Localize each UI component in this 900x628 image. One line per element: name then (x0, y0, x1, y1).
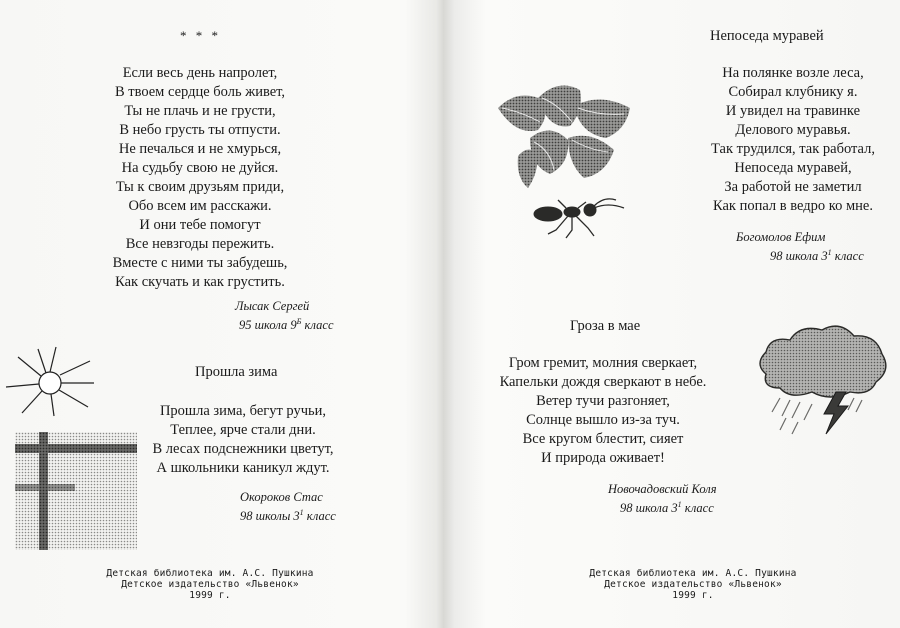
poem-line: Ты не плачь и не грусти, (124, 103, 276, 119)
poem-line: Ветер тучи разгоняет, (536, 393, 670, 409)
footer-line: Детская библиотека им. А.С. Пушкина (106, 568, 314, 579)
poem-line: В небо грусть ты отпусти. (119, 122, 281, 138)
poem1-author (235, 298, 334, 333)
author-school: 98 школа $3^1$ класс (620, 500, 714, 516)
author-name: Новочадовский Коля (608, 482, 717, 496)
poem-line: И они тебе помогут (139, 217, 261, 233)
poem-line: Непоседа муравей, (734, 160, 852, 176)
strawberry-leaves-icon (488, 78, 638, 196)
poem-line: За работой не заметил (724, 179, 862, 195)
poem2-author (240, 489, 336, 524)
author-name: Богомолов Ефим (736, 230, 826, 244)
poem-line: Прошла зима, бегут ручьи, (159, 403, 327, 419)
poem4-author (608, 481, 717, 516)
lightning-icon (824, 392, 848, 434)
footer-line: Детское издательство «Львенок» (121, 579, 299, 590)
poem-line: Если весь день напролет, (122, 65, 278, 81)
right-footer (588, 568, 798, 601)
poem-line: А школьники каникул ждут. (156, 460, 330, 476)
poem-line: И увидел на травинке (725, 103, 861, 119)
poem-line: Обо всем им расскажи. (128, 198, 272, 214)
poem-line: Теплее, ярче стали дни. (170, 422, 316, 438)
footer-line: Детское издательство «Львенок» (604, 579, 782, 590)
author-school: 98 школы $3^1$ класс (240, 508, 336, 524)
poem-line: Солнце вышло из-за туч. (526, 412, 680, 428)
author-name: Лысак Сергей (235, 299, 310, 313)
poem1-title: * * * (180, 28, 221, 43)
left-footer (105, 568, 315, 601)
poem-line: На судьбу свою не дуйся. (121, 160, 279, 176)
poem-line: В лесах подснежники цветут, (152, 441, 334, 457)
poem-line: На полянке возле леса, (722, 65, 864, 81)
poem3-stanza (678, 64, 900, 216)
storm-cloud-icon (750, 322, 890, 440)
left-page (0, 0, 445, 628)
poem-line: Вместе с ними ты забудешь, (112, 255, 288, 271)
poem-line: Так трудился, так работал, (711, 141, 875, 157)
poem-line: Собирал клубнику я. (728, 84, 858, 100)
grid-drawing (15, 432, 137, 550)
poem-line: Как попал в ведро ко мне. (713, 198, 873, 214)
sun-icon (4, 345, 96, 417)
poem3-title: Непоседа муравей (710, 28, 824, 44)
footer-line: 1999 г. (189, 590, 231, 601)
poem4-title: Гроза в мае (570, 318, 641, 334)
ant-icon (528, 194, 628, 240)
poem2-stanza (138, 402, 348, 478)
poem-line: И природа оживает! (541, 450, 665, 466)
right-page (450, 0, 900, 628)
poem-line: Все кругом блестит, сияет (522, 431, 684, 447)
author-name: Окороков Стас (240, 490, 323, 504)
footer-line: 1999 г. (672, 590, 714, 601)
poem2-title: Прошла зима (195, 364, 278, 380)
poem3-author (736, 229, 864, 264)
poem-line: Как скучать и как грустить. (115, 274, 285, 290)
poem-line: Все невзгоды пережить. (125, 236, 275, 252)
author-school: 95 школа $9^Б$ класс (239, 317, 334, 333)
poem-line: В твоем сердце боль живет, (114, 84, 286, 100)
poem-line: Делового муравья. (735, 122, 851, 138)
poem-line: Гром гремит, молния сверкает, (508, 355, 698, 371)
poem1-stanza (85, 64, 315, 292)
poem-line: Не печалься и не хмурься, (118, 141, 282, 157)
poem-line: Ты к своим друзьям приди, (115, 179, 285, 195)
author-school: 98 школа $3^1$ класс (770, 248, 864, 264)
poem-line: Капельки дождя сверкают в небе. (499, 374, 707, 390)
poem4-stanza (478, 354, 728, 468)
footer-line: Детская библиотека им. А.С. Пушкина (589, 568, 797, 579)
